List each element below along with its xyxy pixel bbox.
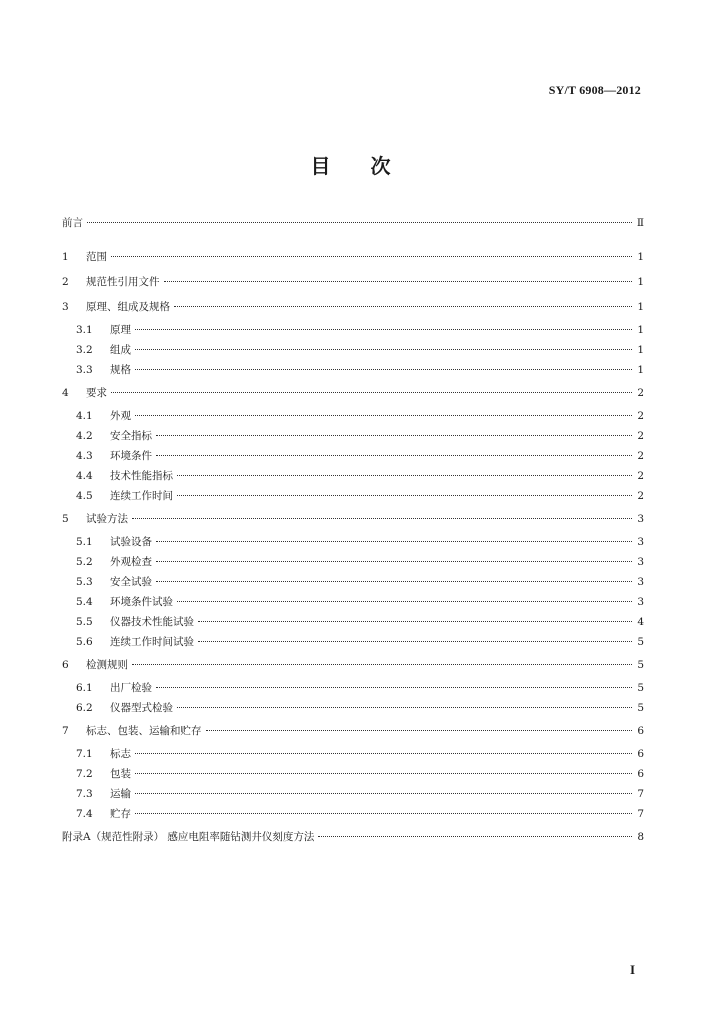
toc-entry-page: 6 xyxy=(637,725,644,737)
toc-entry-page: 2 xyxy=(637,490,644,502)
toc-entry-number: 4.1 xyxy=(76,410,93,422)
toc-entry-page: 5 xyxy=(637,659,644,671)
toc-entry xyxy=(62,342,644,358)
toc-dot-leader xyxy=(135,415,632,416)
toc-entry-page: Ⅱ xyxy=(636,217,644,229)
toc-entry-label: 试验方法 xyxy=(86,513,128,525)
toc-dot-leader xyxy=(135,793,632,794)
toc-entry-page: 1 xyxy=(637,301,644,313)
toc-dot-leader xyxy=(318,836,632,837)
toc-entry xyxy=(62,766,644,782)
toc-entry xyxy=(62,786,644,802)
toc-dot-leader xyxy=(135,349,632,350)
title-char-1: 目 xyxy=(310,154,331,178)
toc-entry-label: 试验设备 xyxy=(110,536,152,548)
toc-entry-label: 标志、包装、运输和贮存 xyxy=(86,725,202,737)
toc-entry-page: 6 xyxy=(637,748,644,760)
toc-entry-number: 4.4 xyxy=(76,470,93,482)
toc-dot-leader xyxy=(135,369,632,370)
toc-entry-label: 组成 xyxy=(110,344,131,356)
toc-entry-label: 前言 xyxy=(62,217,83,229)
toc-entry-number: 4 xyxy=(62,387,69,399)
toc-entry xyxy=(62,299,644,315)
toc-entry-number: 5.3 xyxy=(76,576,93,588)
toc-entry-page: 5 xyxy=(637,702,644,714)
toc-entry xyxy=(62,468,644,484)
toc-entry-label: 附录A（规范性附录） 感应电阻率随钻测井仪刻度方法 xyxy=(62,831,315,843)
toc-entry-page: 5 xyxy=(637,636,644,648)
toc-entry-number: 5.6 xyxy=(76,636,93,648)
toc-entry-number: 7 xyxy=(62,725,69,737)
toc-entry xyxy=(62,829,644,845)
toc-entry xyxy=(62,680,644,696)
toc-entry-label: 仪器技术性能试验 xyxy=(110,616,194,628)
toc-dot-leader xyxy=(156,541,632,542)
toc-entry-page: 3 xyxy=(637,556,644,568)
toc-entry-number: 6.1 xyxy=(76,682,93,694)
toc-entry-page: 2 xyxy=(637,387,644,399)
toc-dot-leader xyxy=(164,281,633,282)
toc-entry-number: 5 xyxy=(62,513,69,525)
toc-entry-label: 标志 xyxy=(110,748,131,760)
toc-entry-number: 7.3 xyxy=(76,788,93,800)
toc-dot-leader xyxy=(132,664,632,665)
toc-entry-page: 2 xyxy=(637,410,644,422)
toc-dot-leader xyxy=(198,641,632,642)
toc-entry-label: 连续工作时间 xyxy=(110,490,173,502)
toc-entry xyxy=(62,249,644,265)
toc-entry-label: 贮存 xyxy=(110,808,131,820)
toc-entry-number: 3.3 xyxy=(76,364,93,376)
toc-entry-page: 3 xyxy=(637,536,644,548)
toc-entry-number: 5.4 xyxy=(76,596,93,608)
toc-dot-leader xyxy=(177,475,632,476)
toc-dot-leader xyxy=(156,581,632,582)
toc-entry xyxy=(62,700,644,716)
toc-entry-label: 范围 xyxy=(86,251,107,263)
toc-entry-page: 6 xyxy=(637,768,644,780)
toc-dot-leader xyxy=(87,222,632,223)
toc-entry-number: 7.4 xyxy=(76,808,93,820)
toc-entry xyxy=(62,723,644,739)
toc-entry-number: 3 xyxy=(62,301,69,313)
toc-entry xyxy=(62,746,644,762)
toc-dot-leader xyxy=(198,621,632,622)
toc-dot-leader xyxy=(111,392,632,393)
toc-dot-leader xyxy=(111,256,632,257)
toc-entry-number: 6.2 xyxy=(76,702,93,714)
toc-entry-label: 规格 xyxy=(110,364,131,376)
toc-dot-leader xyxy=(177,707,632,708)
toc-entry-label: 外观检查 xyxy=(110,556,152,568)
toc-entry-number: 4.3 xyxy=(76,450,93,462)
toc-entry-number: 7.2 xyxy=(76,768,93,780)
toc-entry xyxy=(62,215,644,231)
toc-dot-leader xyxy=(156,455,632,456)
toc-entry-number: 5.1 xyxy=(76,536,93,548)
toc-entry xyxy=(62,362,644,378)
toc-dot-leader xyxy=(135,813,632,814)
toc-entry-label: 要求 xyxy=(86,387,107,399)
toc-dot-leader xyxy=(156,687,632,688)
toc-entry-label: 连续工作时间试验 xyxy=(110,636,194,648)
toc-dot-leader xyxy=(135,773,632,774)
toc-entry-label: 安全指标 xyxy=(110,430,152,442)
page-title xyxy=(0,150,701,179)
toc-entry-number: 6 xyxy=(62,659,69,671)
toc-entry-page: 2 xyxy=(637,450,644,462)
toc-entry-label: 包装 xyxy=(110,768,131,780)
toc-entry-label: 运输 xyxy=(110,788,131,800)
toc-entry-label: 安全试验 xyxy=(110,576,152,588)
toc-entry-page: 7 xyxy=(637,808,644,820)
toc-entry xyxy=(62,806,644,822)
toc-entry xyxy=(62,511,644,527)
toc-entry xyxy=(62,657,644,673)
toc-entry xyxy=(62,534,644,550)
toc-entry xyxy=(62,385,644,401)
toc-dot-leader xyxy=(177,601,632,602)
toc-entry-page: 8 xyxy=(637,831,644,843)
toc-entry-page: 2 xyxy=(637,430,644,442)
toc-entry-page: 1 xyxy=(637,364,644,376)
toc-dot-leader xyxy=(135,753,632,754)
toc-entry-number: 7.1 xyxy=(76,748,93,760)
toc-entry xyxy=(62,488,644,504)
toc-entry-label: 出厂检验 xyxy=(110,682,152,694)
toc-entry-page: 3 xyxy=(637,513,644,525)
document-code: SY/T 6908—2012 xyxy=(548,83,641,97)
toc-entry xyxy=(62,554,644,570)
toc-entry-page: 3 xyxy=(637,596,644,608)
toc-dot-leader xyxy=(135,329,632,330)
toc-entry xyxy=(62,322,644,338)
toc-entry-number: 4.5 xyxy=(76,490,93,502)
toc-entry xyxy=(62,574,644,590)
toc-entry xyxy=(62,594,644,610)
toc-entry xyxy=(62,428,644,444)
toc-entry-label: 检测规则 xyxy=(86,659,128,671)
toc-dot-leader xyxy=(174,306,632,307)
toc-dot-leader xyxy=(132,518,632,519)
toc-dot-leader xyxy=(156,561,632,562)
toc-entry-label: 外观 xyxy=(110,410,131,422)
toc-entry-page: 3 xyxy=(637,576,644,588)
toc-entry xyxy=(62,634,644,650)
toc-dot-leader xyxy=(177,495,632,496)
page-number: I xyxy=(629,962,635,977)
toc-entry-label: 规范性引用文件 xyxy=(86,276,160,288)
toc-entry-number: 1 xyxy=(62,251,69,263)
toc-entry-number: 3.1 xyxy=(76,324,93,336)
toc-entry xyxy=(62,448,644,464)
toc-entry-page: 2 xyxy=(637,470,644,482)
toc-entry xyxy=(62,614,644,630)
toc-entry-number: 3.2 xyxy=(76,344,93,356)
toc-entry-number: 5.5 xyxy=(76,616,93,628)
toc-dot-leader xyxy=(206,730,633,731)
toc-entry-label: 环境条件 xyxy=(110,450,152,462)
toc-entry xyxy=(62,274,644,290)
toc-entry-number: 4.2 xyxy=(76,430,93,442)
toc-entry-page: 1 xyxy=(637,251,644,263)
toc-entry-page: 1 xyxy=(637,276,644,288)
toc-entry xyxy=(62,408,644,424)
toc-entry-label: 环境条件试验 xyxy=(110,596,173,608)
toc-entry-label: 技术性能指标 xyxy=(110,470,173,482)
toc-entry-page: 7 xyxy=(637,788,644,800)
toc-entry-page: 1 xyxy=(637,344,644,356)
toc-entry-number: 2 xyxy=(62,276,69,288)
toc-entry-page: 1 xyxy=(637,324,644,336)
toc-dot-leader xyxy=(156,435,632,436)
toc-entry-page: 5 xyxy=(637,682,644,694)
toc-entry-label: 原理 xyxy=(110,324,131,336)
title-char-2: 次 xyxy=(370,154,391,178)
toc-entry-page: 4 xyxy=(637,616,644,628)
toc-entry-number: 5.2 xyxy=(76,556,93,568)
toc-entry-label: 原理、组成及规格 xyxy=(86,301,170,313)
toc-entry-label: 仪器型式检验 xyxy=(110,702,173,714)
